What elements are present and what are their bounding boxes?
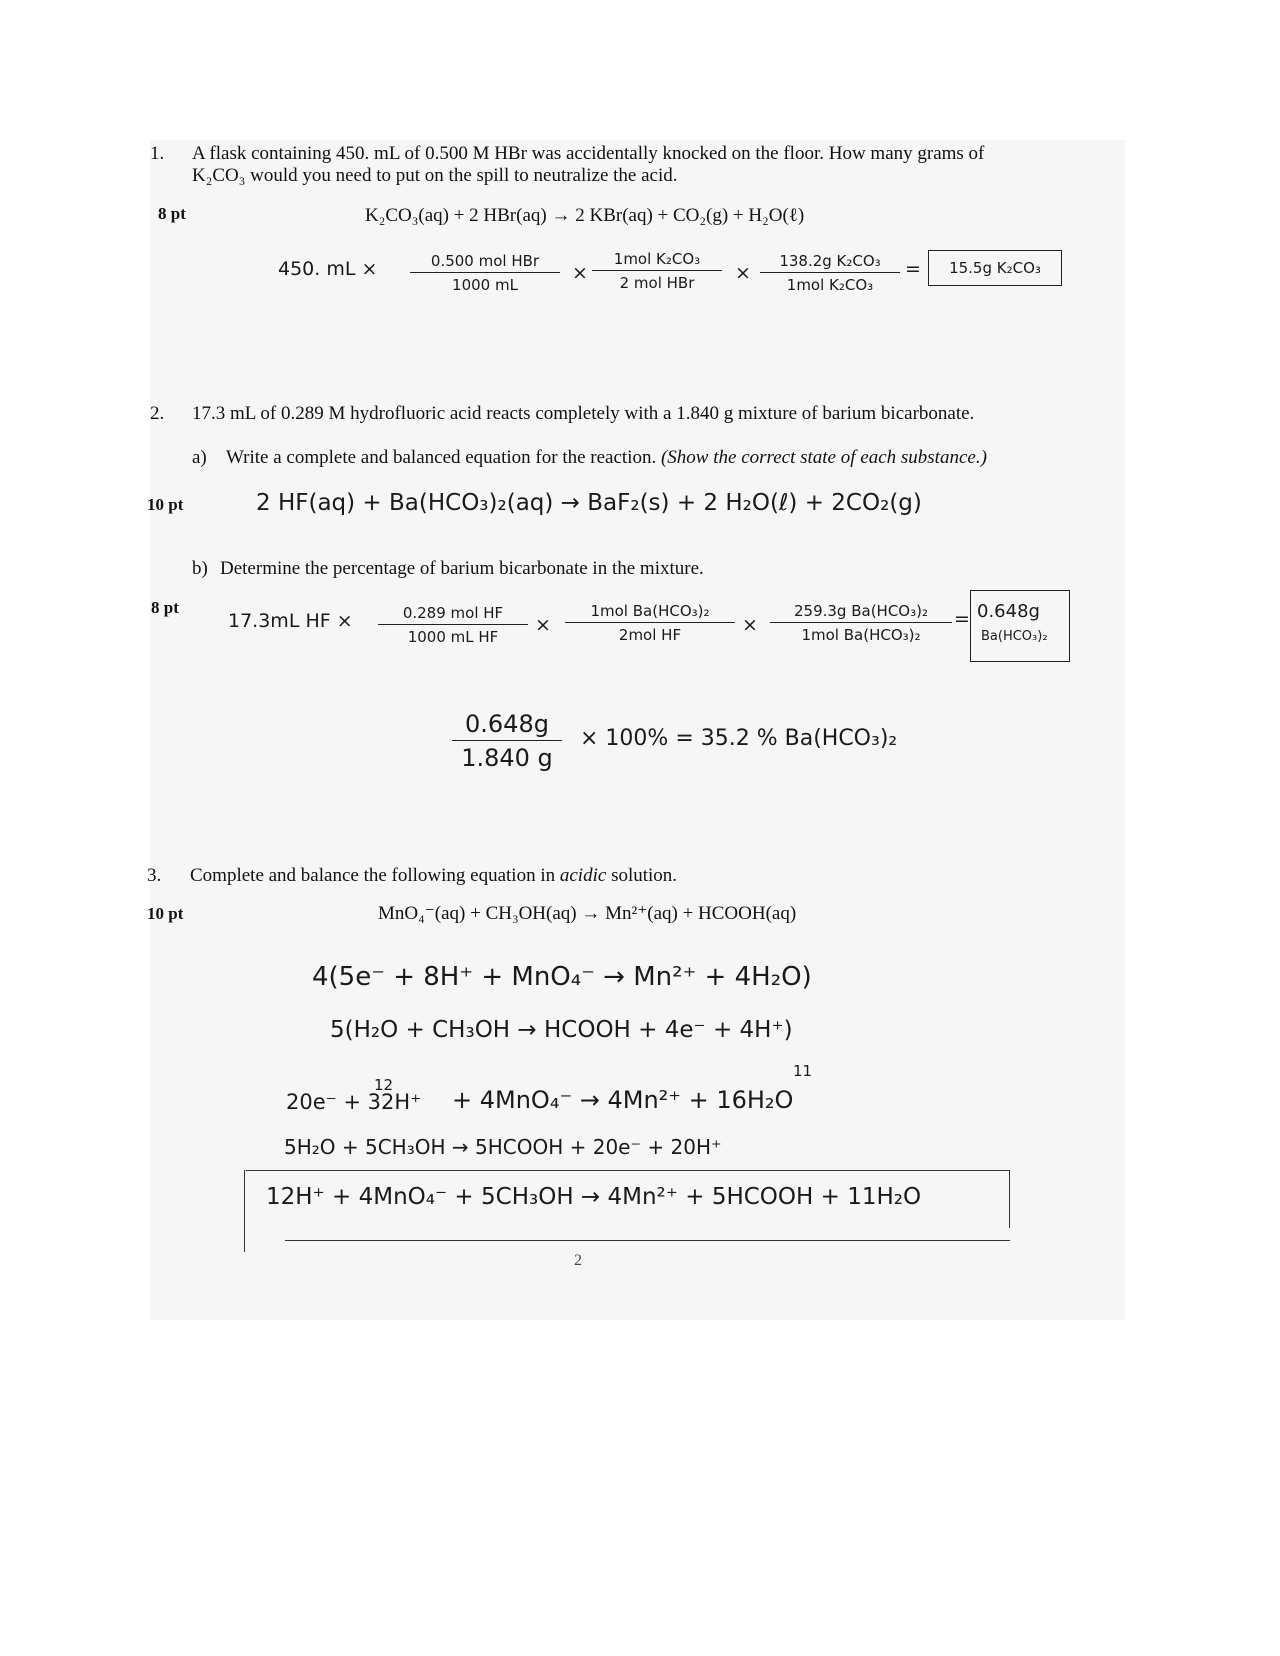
q1-f1-numerator: 0.500 mol HBr [410,252,560,273]
q2b-pct-denominator: 1.840 g [461,744,553,772]
q2a-note: (Show the correct state of each substance.) [660,447,987,468]
q3-text-pre: Complete and balance the following equation in [190,865,560,886]
q2b-times-1: × [535,614,551,636]
q2b-answer-mass: 0.648g [977,601,1040,622]
q1-times-1: × [572,262,588,284]
q1-equals: = [905,258,921,280]
q2b-work-start: 17.3mL HF × [228,610,353,632]
q1-f1-denominator: 1000 mL [452,276,518,294]
q2a-prompt [226,447,987,469]
q3-eleven-note: 11 [793,1062,813,1080]
q1-number: 1. [150,143,165,164]
q1-fraction-1 [410,252,560,294]
q2a-label: a) [192,447,207,468]
q1-f3-numerator: 138.2g K₂CO₃ [760,252,900,273]
q2b-f3-denominator: 1mol Ba(HCO₃)₂ [801,626,921,644]
q2-number: 2. [150,403,165,424]
q3-scaled-reduction-right: + 4MnO₄⁻ → 4Mn²⁺ + 16H₂O [452,1086,794,1114]
q3-final-box-top [246,1170,1010,1171]
q3-prompt [190,865,677,887]
q1-fraction-2 [592,250,722,292]
q2b-f2-denominator: 2mol HF [618,626,682,644]
q1-answer-box: 15.5g K₂CO₃ [928,250,1062,286]
q1-f3-denominator: 1mol K₂CO₃ [786,276,874,294]
q1-equation: K₂CO₃(aq) + 2 HBr(aq) → 2 KBr(aq) + CO₂(g) + H₂O(ℓ) [365,205,805,226]
q3-text-post: solution. [606,865,678,886]
q3-final-equation: 12H⁺ + 4MnO₄⁻ + 5CH₃OH → 4Mn²⁺ + 5HCOOH + 11H₂O [266,1184,922,1210]
q2b-percent-fraction [452,710,562,772]
q2a-points: 10 pt [147,495,184,514]
q2b-fraction-1 [378,604,528,646]
q1-text-line2: K₂CO₃ would you need to put on the spill to neutralize the acid. [192,165,678,186]
q2a-answer: 2 HF(aq) + Ba(HCO₃)₂(aq) → BaF₂(s) + 2 H₂O(ℓ) + 2CO₂(g) [256,490,922,516]
q2b-percent-result: × 100% = 35.2 % Ba(HCO₃)₂ [580,726,898,751]
q3-half-reaction-reduction: 4(5e⁻ + 8H⁺ + MnO₄⁻ → Mn²⁺ + 4H₂O) [312,962,812,992]
q2b-text: Determine the percentage of barium bicarbonate in the mixture. [220,558,704,579]
q2b-f3-numerator: 259.3g Ba(HCO₃)₂ [770,602,952,623]
q2b-f2-numerator: 1mol Ba(HCO₃)₂ [565,602,735,623]
q3-scaled-oxidation: 5H₂O + 5CH₃OH → 5HCOOH + 20e⁻ + 20H⁺ [284,1135,722,1159]
q3-half-reaction-oxidation: 5(H₂O + CH₃OH → HCOOH + 4e⁻ + 4H⁺) [330,1017,793,1043]
q3-scaled-reduction-left: 20e⁻ + 32H⁺ [286,1090,422,1114]
q1-times-2: × [735,262,751,284]
q1-fraction-3 [760,252,900,294]
q3-final-box-right [1009,1170,1010,1228]
q2b-times-2: × [742,614,758,636]
q3-points: 10 pt [147,904,184,923]
q3-final-box-bottom [285,1240,1010,1241]
q3-text-emphasis: acidic [559,865,607,886]
q2b-f1-denominator: 1000 mL HF [407,628,499,646]
q1-points: 8 pt [158,204,186,223]
q3-twelve-note: 12 [374,1076,394,1094]
q2b-equals: = [954,608,970,630]
q2b-pct-numerator: 0.648g [452,710,562,741]
q2a-text: Write a complete and balanced equation for the reaction. [226,447,657,468]
q3-equation: MnO₄⁻(aq) + CH₃OH(aq) → Mn²⁺(aq) + HCOOH(aq) [378,903,797,924]
q1-work-start: 450. mL × [278,258,378,280]
q1-f2-denominator: 2 mol HBr [619,274,695,292]
q2b-answer-compound: Ba(HCO₃)₂ [981,629,1048,644]
q1-f2-numerator: 1mol K₂CO₃ [592,250,722,271]
q3-number: 3. [147,865,162,886]
q3-final-box-left [244,1170,245,1252]
q1-text-line1: A flask containing 450. mL of 0.500 M HBr was accidentally knocked on the floor. How many grams of [192,143,985,164]
q2b-f1-numerator: 0.289 mol HF [378,604,528,625]
q2-text: 17.3 mL of 0.289 M hydrofluoric acid reacts completely with a 1.840 g mixture of barium bicarbonate. [192,403,975,424]
q2b-answer-box [970,590,1070,662]
q2b-label: b) [192,558,208,579]
q2b-fraction-3 [770,602,952,644]
q2b-points: 8 pt [151,598,179,617]
page-number: 2 [574,1252,582,1269]
q2b-fraction-2 [565,602,735,644]
